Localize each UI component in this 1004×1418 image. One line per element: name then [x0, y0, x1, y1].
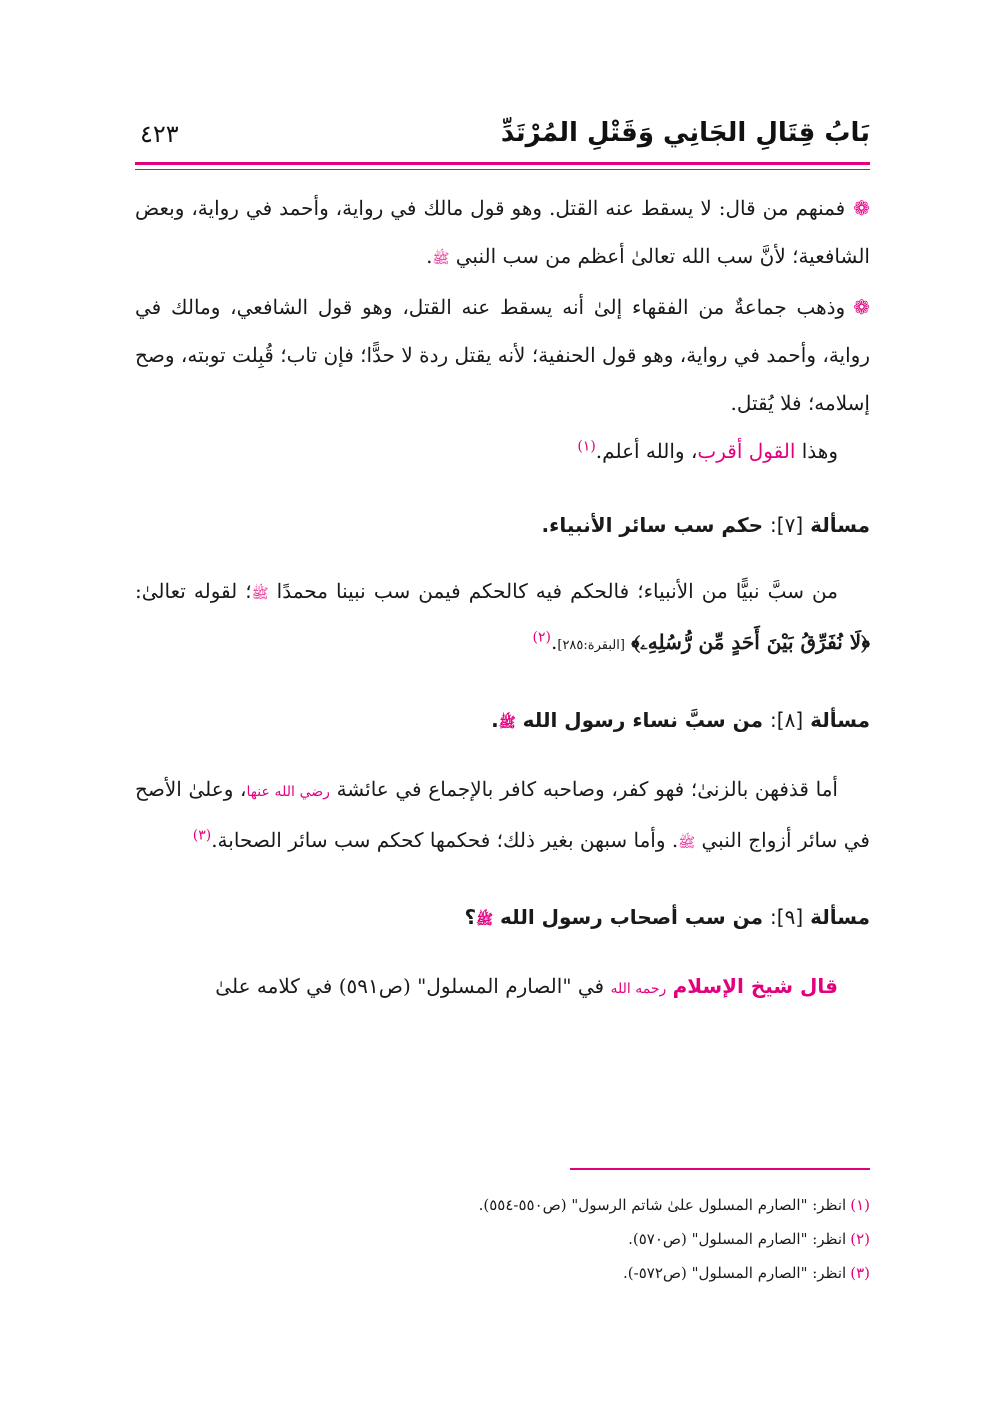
paragraph-text: أما قذفهن بالزنىٰ؛ فهو كفر، وصاحبه كافر بالإجماع في عائشة [336, 777, 838, 801]
preferred-opinion-highlight: القول أقرب [697, 439, 796, 463]
paragraph-text: من سبَّ نبيًّا من الأنبياء؛ فالحكم فيه كالحكم فيمن سب نبينا محمدًا [276, 579, 838, 603]
paragraph-shaykh-quote [135, 962, 870, 1013]
paragraph-second-opinion [135, 283, 870, 427]
issue-heading-8 [135, 696, 870, 747]
footnote-number: (١) [850, 1196, 870, 1214]
footnote-text: انظر: "الصارم المسلول علىٰ شاتم الرسول" (ص٥٥٠-٥٥٤). [478, 1196, 847, 1214]
footnote-marker-1[interactable]: (١) [577, 438, 596, 455]
salawat-honorific: ﷺ [498, 715, 516, 731]
issue-title: من سبَّ نساء رسول الله [522, 708, 764, 732]
paragraph-text: وذهب جماعةٌ من الفقهاء إلىٰ أنه يسقط عنه القتل، وهو قول الشافعي، ومالك في رواية، وأحمد في رواية، وهو قول الحنفية؛ لأنه يقتل ردة لا حدًّا؛ فإن تاب؛ قُبِلت توبته، وصح إسلامه؛ فلا يُقتل. [135, 295, 870, 415]
issue-number: [٨]: [770, 708, 804, 732]
issue-number: [٧]: [770, 513, 804, 537]
footnote-text: انظر: "الصارم المسلول" (ص٥٧٠). [628, 1230, 847, 1248]
issue-heading-9 [135, 893, 870, 944]
radiya-honorific: رضي الله عنها [246, 784, 330, 800]
issue-label: مسألة [810, 905, 870, 929]
paragraph-first-opinion [135, 184, 870, 283]
paragraph-text-mid: ؛ لقوله تعالىٰ: [135, 579, 252, 603]
salawat-honorific: ﷺ [432, 251, 450, 267]
page-header [135, 100, 870, 162]
rahimahullah-honorific: رحمه الله [610, 981, 667, 997]
verse-reference: [البقرة:٢٨٥] [557, 638, 625, 653]
footnote-3 [135, 1256, 870, 1290]
issue-label: مسألة [810, 513, 870, 537]
chapter-title: بَابُ قِتَالِ الجَانِي وَقَتْلِ المُرْتَدِّ [500, 118, 870, 148]
sentence-end: . [426, 244, 433, 268]
footnote-marker-3[interactable]: (٣) [192, 827, 212, 844]
salawat-honorific: ﷺ [476, 912, 494, 928]
heading-end: ؟ [464, 905, 477, 929]
paragraph-text: فمنهم من قال: لا يسقط عنه القتل. وهو قول مالك في رواية، وأحمد في رواية، وبعض الشافعية؛ لأنَّ سب الله تعالىٰ أعظم من سب النبي [135, 196, 870, 268]
issue-number: [٩]: [770, 905, 804, 929]
issue-label: مسألة [810, 708, 870, 732]
conclusion-prefix: وهذا [801, 439, 838, 463]
paragraph-conclusion [135, 427, 870, 475]
footnote-text: انظر: "الصارم المسلول" (ص٥٧٢-). [623, 1264, 847, 1282]
page-body [135, 184, 870, 1013]
header-rule-thick [135, 162, 870, 165]
paragraph-text-mid: ، وعلىٰ الأصح في سائر أزواج النبي [135, 777, 870, 852]
heading-end: . [491, 708, 499, 732]
quote-attribution: قال شيخ الإسلام [672, 974, 838, 998]
paragraph-prophets [135, 567, 870, 670]
footnote-1 [135, 1188, 870, 1222]
footnotes [135, 1188, 870, 1290]
footnote-separator [570, 1168, 870, 1170]
issue-title: حكم سب سائر الأنبياء. [541, 513, 764, 537]
page-number: ٤٢٣ [140, 120, 179, 148]
footnote-number: (٢) [850, 1230, 870, 1248]
header-rule [135, 162, 870, 170]
footnote-marker-2[interactable]: (٢) [532, 629, 552, 646]
book-page [135, 100, 870, 1282]
issue-heading-7 [135, 501, 870, 549]
paragraph-wives [135, 765, 870, 867]
salawat-honorific: ﷺ [251, 586, 269, 602]
footnote-number: (٣) [850, 1264, 870, 1282]
conclusion-suffix: ، والله أعلم. [595, 439, 698, 463]
paragraph-text-end: . وأما سبهن بغير ذلك؛ فحكمها كحكم سب سائر الصحابة. [211, 828, 679, 852]
salawat-honorific: ﷺ [678, 835, 696, 851]
paragraph-text: في "الصارم المسلول" (ص٥٩١) في كلامه علىٰ [215, 974, 605, 998]
flower-icon: ❁ [853, 196, 870, 220]
footnote-2 [135, 1222, 870, 1256]
quran-verse: ﴿لَا نُفَرِّقُ بَيْنَ أَحَدٍ مِّن رُّسُلِهِۦ﴾ [631, 630, 870, 654]
issue-title: من سب أصحاب رسول الله [500, 905, 764, 929]
sentence-end: . [551, 630, 558, 654]
header-rule-thin [135, 169, 870, 170]
flower-icon: ❁ [853, 295, 870, 319]
